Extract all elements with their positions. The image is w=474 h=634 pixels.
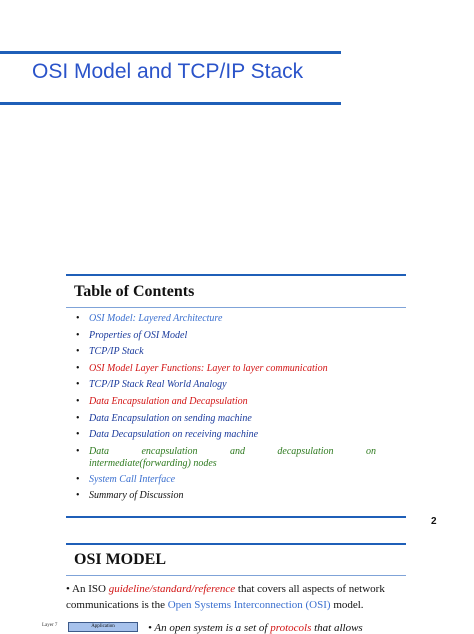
para-text: that covers all aspects of network communications is the — [66, 583, 385, 611]
bullet-icon: • — [76, 346, 80, 358]
toc-item-label: Data Decapsulation on receiving machine — [89, 429, 259, 441]
bullet-icon: • — [76, 329, 80, 341]
toc-word: encapsulation — [141, 445, 198, 457]
toc-item — [76, 427, 376, 444]
toc-heading: Table of Contents — [74, 283, 195, 300]
slide-title: OSI Model and TCP/IP Stack — [32, 60, 304, 83]
bullet-icon: • — [76, 379, 80, 391]
toc-item-label: TCP/IP Stack Real World Analogy — [89, 379, 227, 391]
toc-item-label: OSI Model: Layered Architecture — [89, 313, 223, 324]
toc-heading-rule — [66, 307, 406, 308]
toc-item-label: Data Encapsulation on sending machine — [89, 412, 252, 424]
toc-bottom-rule — [66, 516, 406, 518]
toc-item-label-line1 — [89, 446, 376, 458]
layer-box: Application — [68, 622, 138, 632]
toc-word: decapsulation — [277, 445, 334, 457]
bullet-icon: • — [76, 490, 80, 502]
osi-paragraph — [66, 582, 406, 613]
osi-heading-rule — [66, 575, 406, 576]
osi-bullet-2 — [148, 622, 363, 634]
toc-item — [76, 361, 376, 378]
bullet-icon: • — [76, 445, 80, 457]
layer-label: Layer 7 — [42, 623, 58, 628]
para-text: that allows — [311, 622, 363, 634]
para-highlight: guideline/standard/reference — [108, 583, 236, 595]
toc-item-label: OSI Model Layer Functions: Layer to layer communication — [89, 362, 328, 374]
toc-word: Data — [89, 445, 109, 457]
bullet-icon: • — [66, 583, 70, 595]
osi-top-rule — [66, 543, 406, 545]
toc-item — [76, 411, 376, 428]
toc-item — [76, 488, 376, 505]
bullet-icon: • — [76, 473, 80, 485]
osi-heading: OSI MODEL — [74, 551, 167, 568]
toc-item-label: Summary of Discussion — [89, 490, 184, 502]
bullet-icon: • — [76, 412, 80, 424]
bullet-icon: • — [76, 362, 80, 374]
toc-item — [76, 444, 376, 472]
toc-item-label: Properties of OSI Model — [89, 329, 188, 341]
toc-item — [76, 328, 376, 345]
toc-item-label: System Call Interface — [89, 473, 176, 485]
toc-item-label: Data Encapsulation and Decapsulation — [89, 395, 248, 407]
title-bottom-rule — [0, 102, 341, 105]
toc-item — [76, 311, 376, 328]
toc-top-rule — [66, 274, 406, 276]
para-link: Open Systems Interconnection (OSI) — [167, 598, 331, 611]
toc-item-label: TCP/IP Stack — [89, 346, 144, 358]
toc-item — [76, 344, 376, 361]
title-top-rule — [0, 51, 341, 54]
para-text: model. — [330, 598, 364, 611]
page-number: 2 — [431, 516, 437, 527]
toc-item-label-line2: intermediate(forwarding) nodes — [89, 457, 217, 469]
para-text: An open system is a set of — [154, 622, 271, 634]
toc-item — [76, 472, 376, 489]
toc-word: and — [229, 445, 245, 457]
toc-list — [76, 311, 376, 505]
bullet-icon: • — [76, 313, 80, 324]
para-text: An ISO — [72, 583, 109, 595]
bullet-icon: • — [76, 395, 80, 407]
bullet-icon: • — [148, 622, 152, 634]
toc-item — [76, 394, 376, 411]
para-highlight: protocols — [270, 622, 312, 634]
toc-item — [76, 377, 376, 394]
bullet-icon: • — [76, 429, 80, 441]
toc-word: on — [365, 445, 376, 457]
